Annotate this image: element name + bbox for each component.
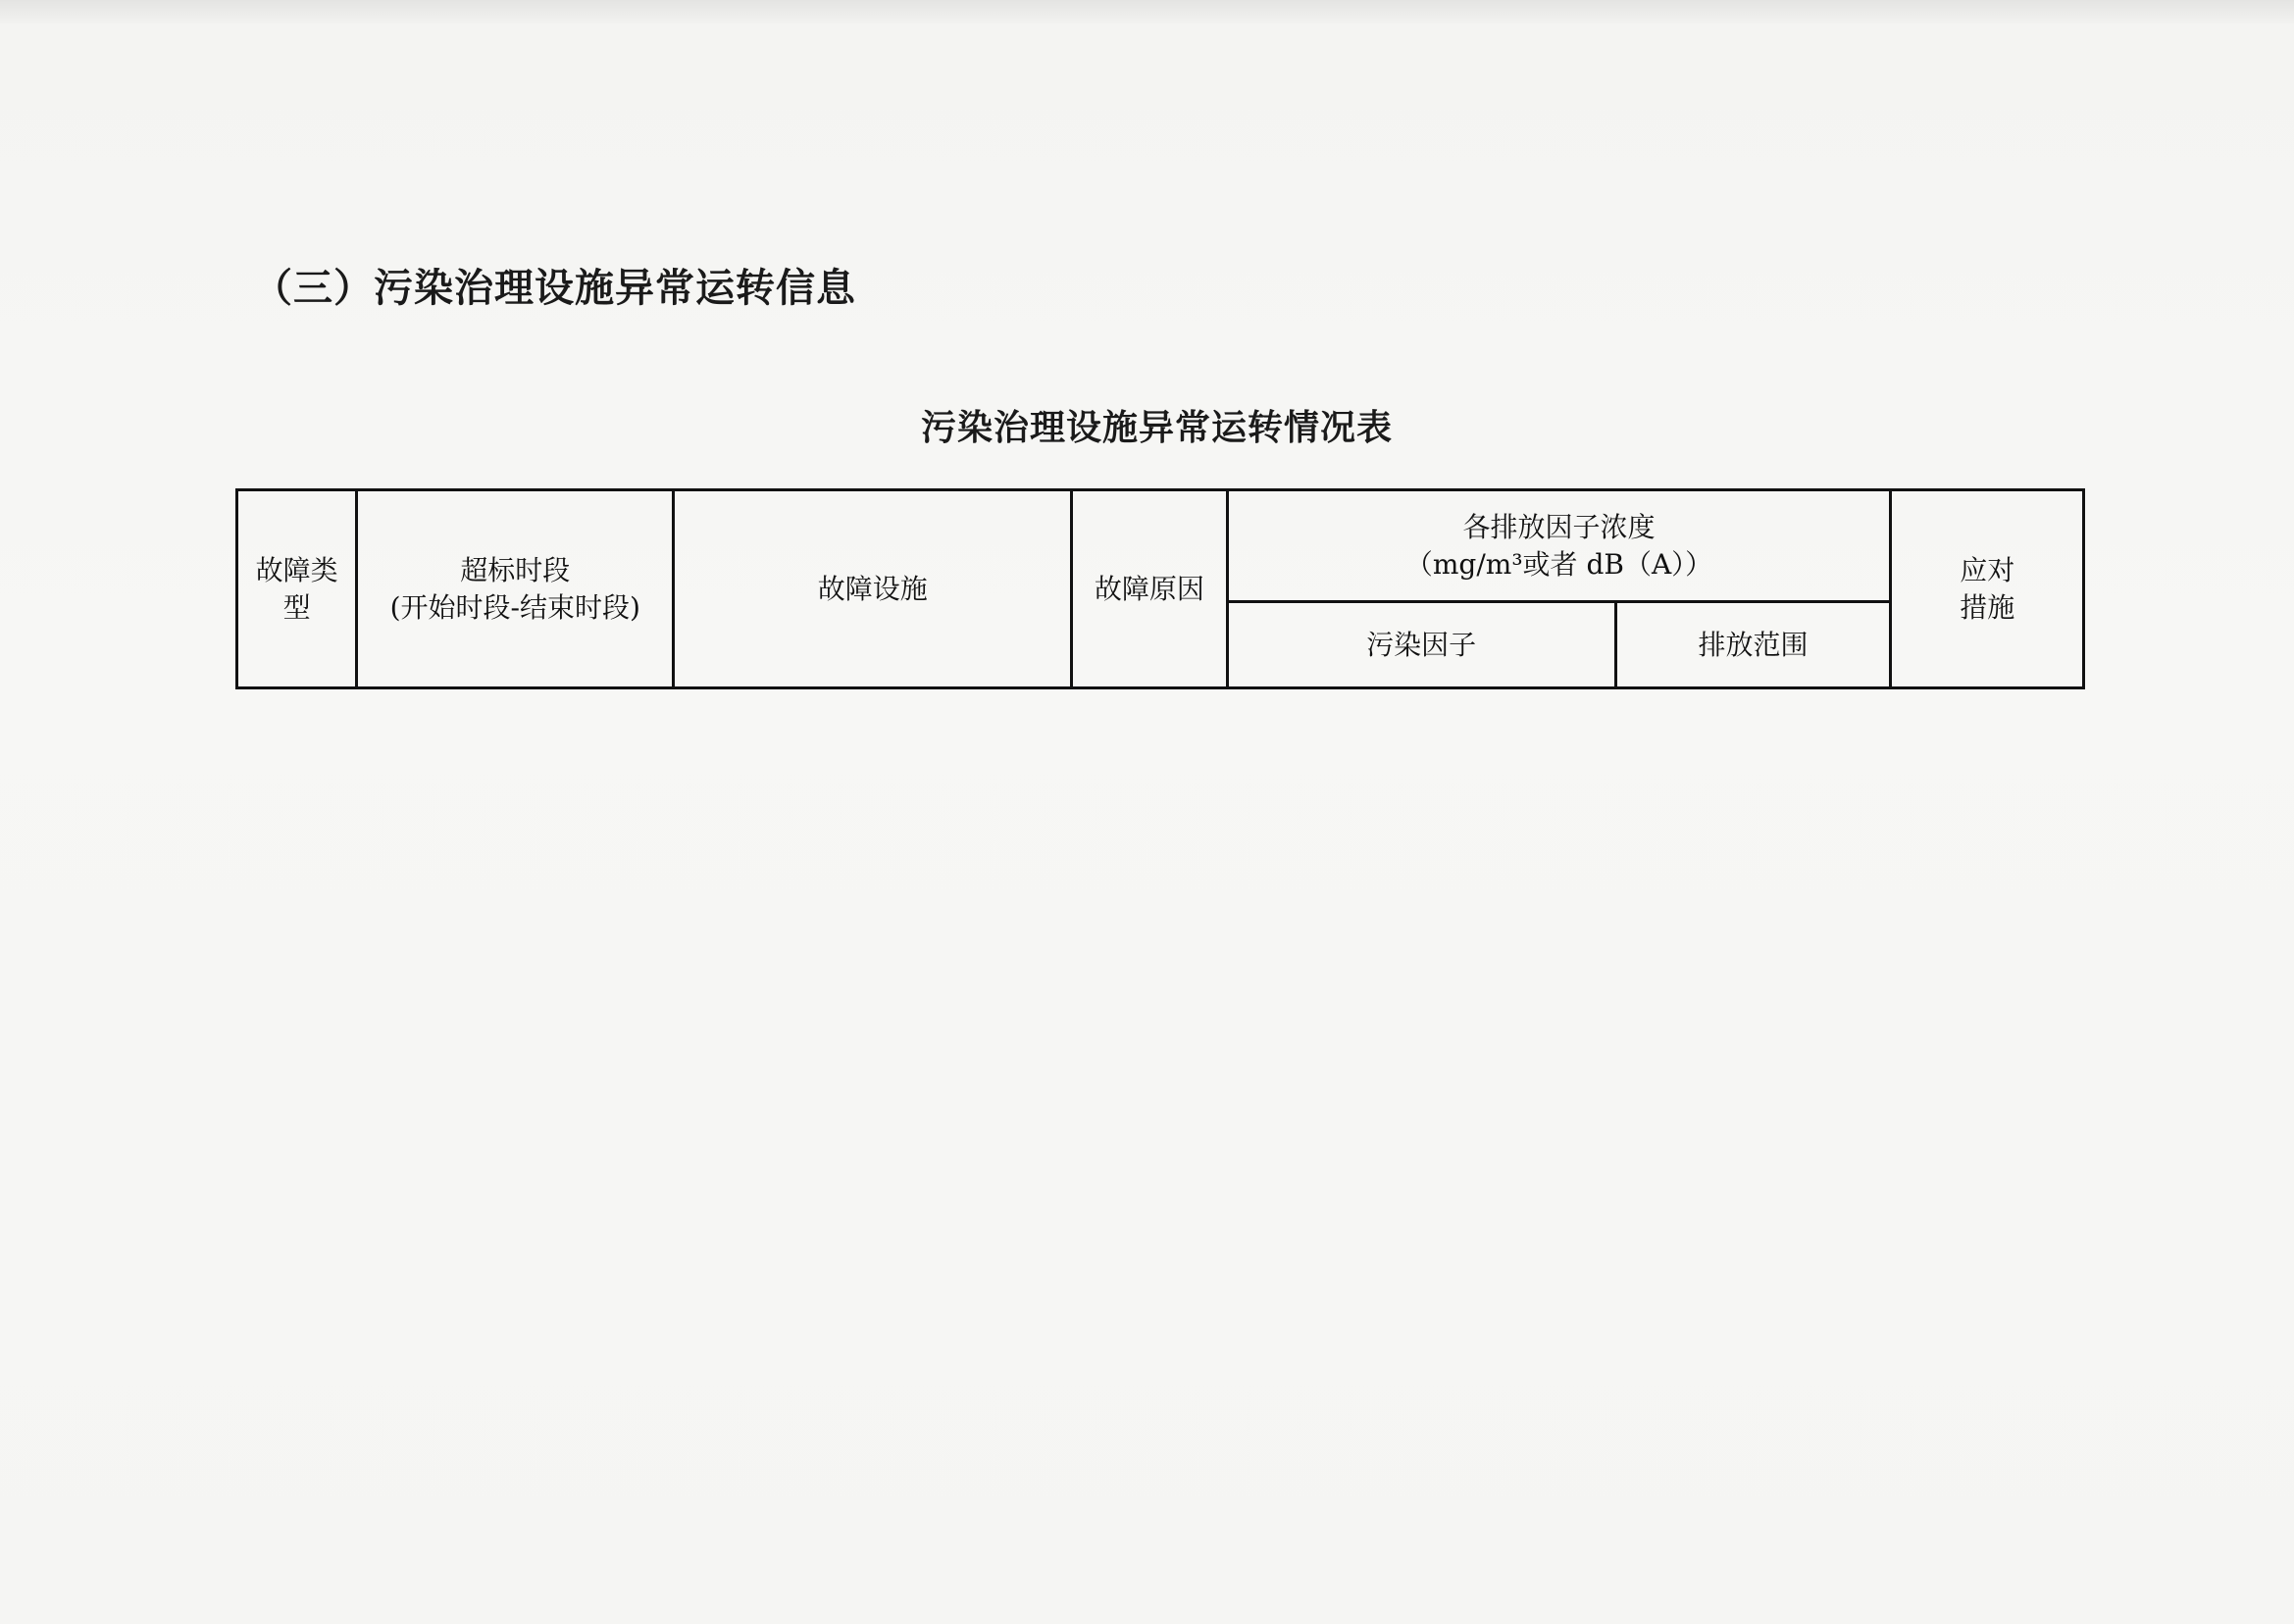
header-concentration-line1: 各排放因子浓度 — [1462, 510, 1656, 543]
page-top-edge — [0, 0, 2294, 24]
header-response-measure — [1891, 490, 2084, 688]
header-emission-range: 排放范围 — [1615, 602, 1891, 688]
fault-table — [235, 488, 2085, 689]
section-heading: （三）污染治理设施异常运转信息 — [253, 265, 856, 311]
header-response-measure-line2: 措施 — [1960, 590, 2015, 624]
header-concentration-group — [1227, 490, 1891, 602]
table-title: 污染治理设施异常运转情况表 — [920, 407, 1393, 448]
header-fault-type: 故障类 型 — [237, 490, 357, 688]
header-pollutant-factor: 污染因子 — [1227, 602, 1615, 688]
header-exceed-period — [357, 490, 674, 688]
header-response-measure-line1: 应对 — [1960, 553, 2015, 586]
header-concentration-line2: （mg/m³或者 dB（A）） — [1404, 547, 1713, 581]
header-fault-facility: 故障设施 — [674, 490, 1072, 688]
header-fault-reason: 故障原因 — [1072, 490, 1227, 688]
header-exceed-period-line2: (开始时段-结束时段) — [389, 590, 640, 624]
header-exceed-period-line1: 超标时段 — [460, 553, 571, 586]
